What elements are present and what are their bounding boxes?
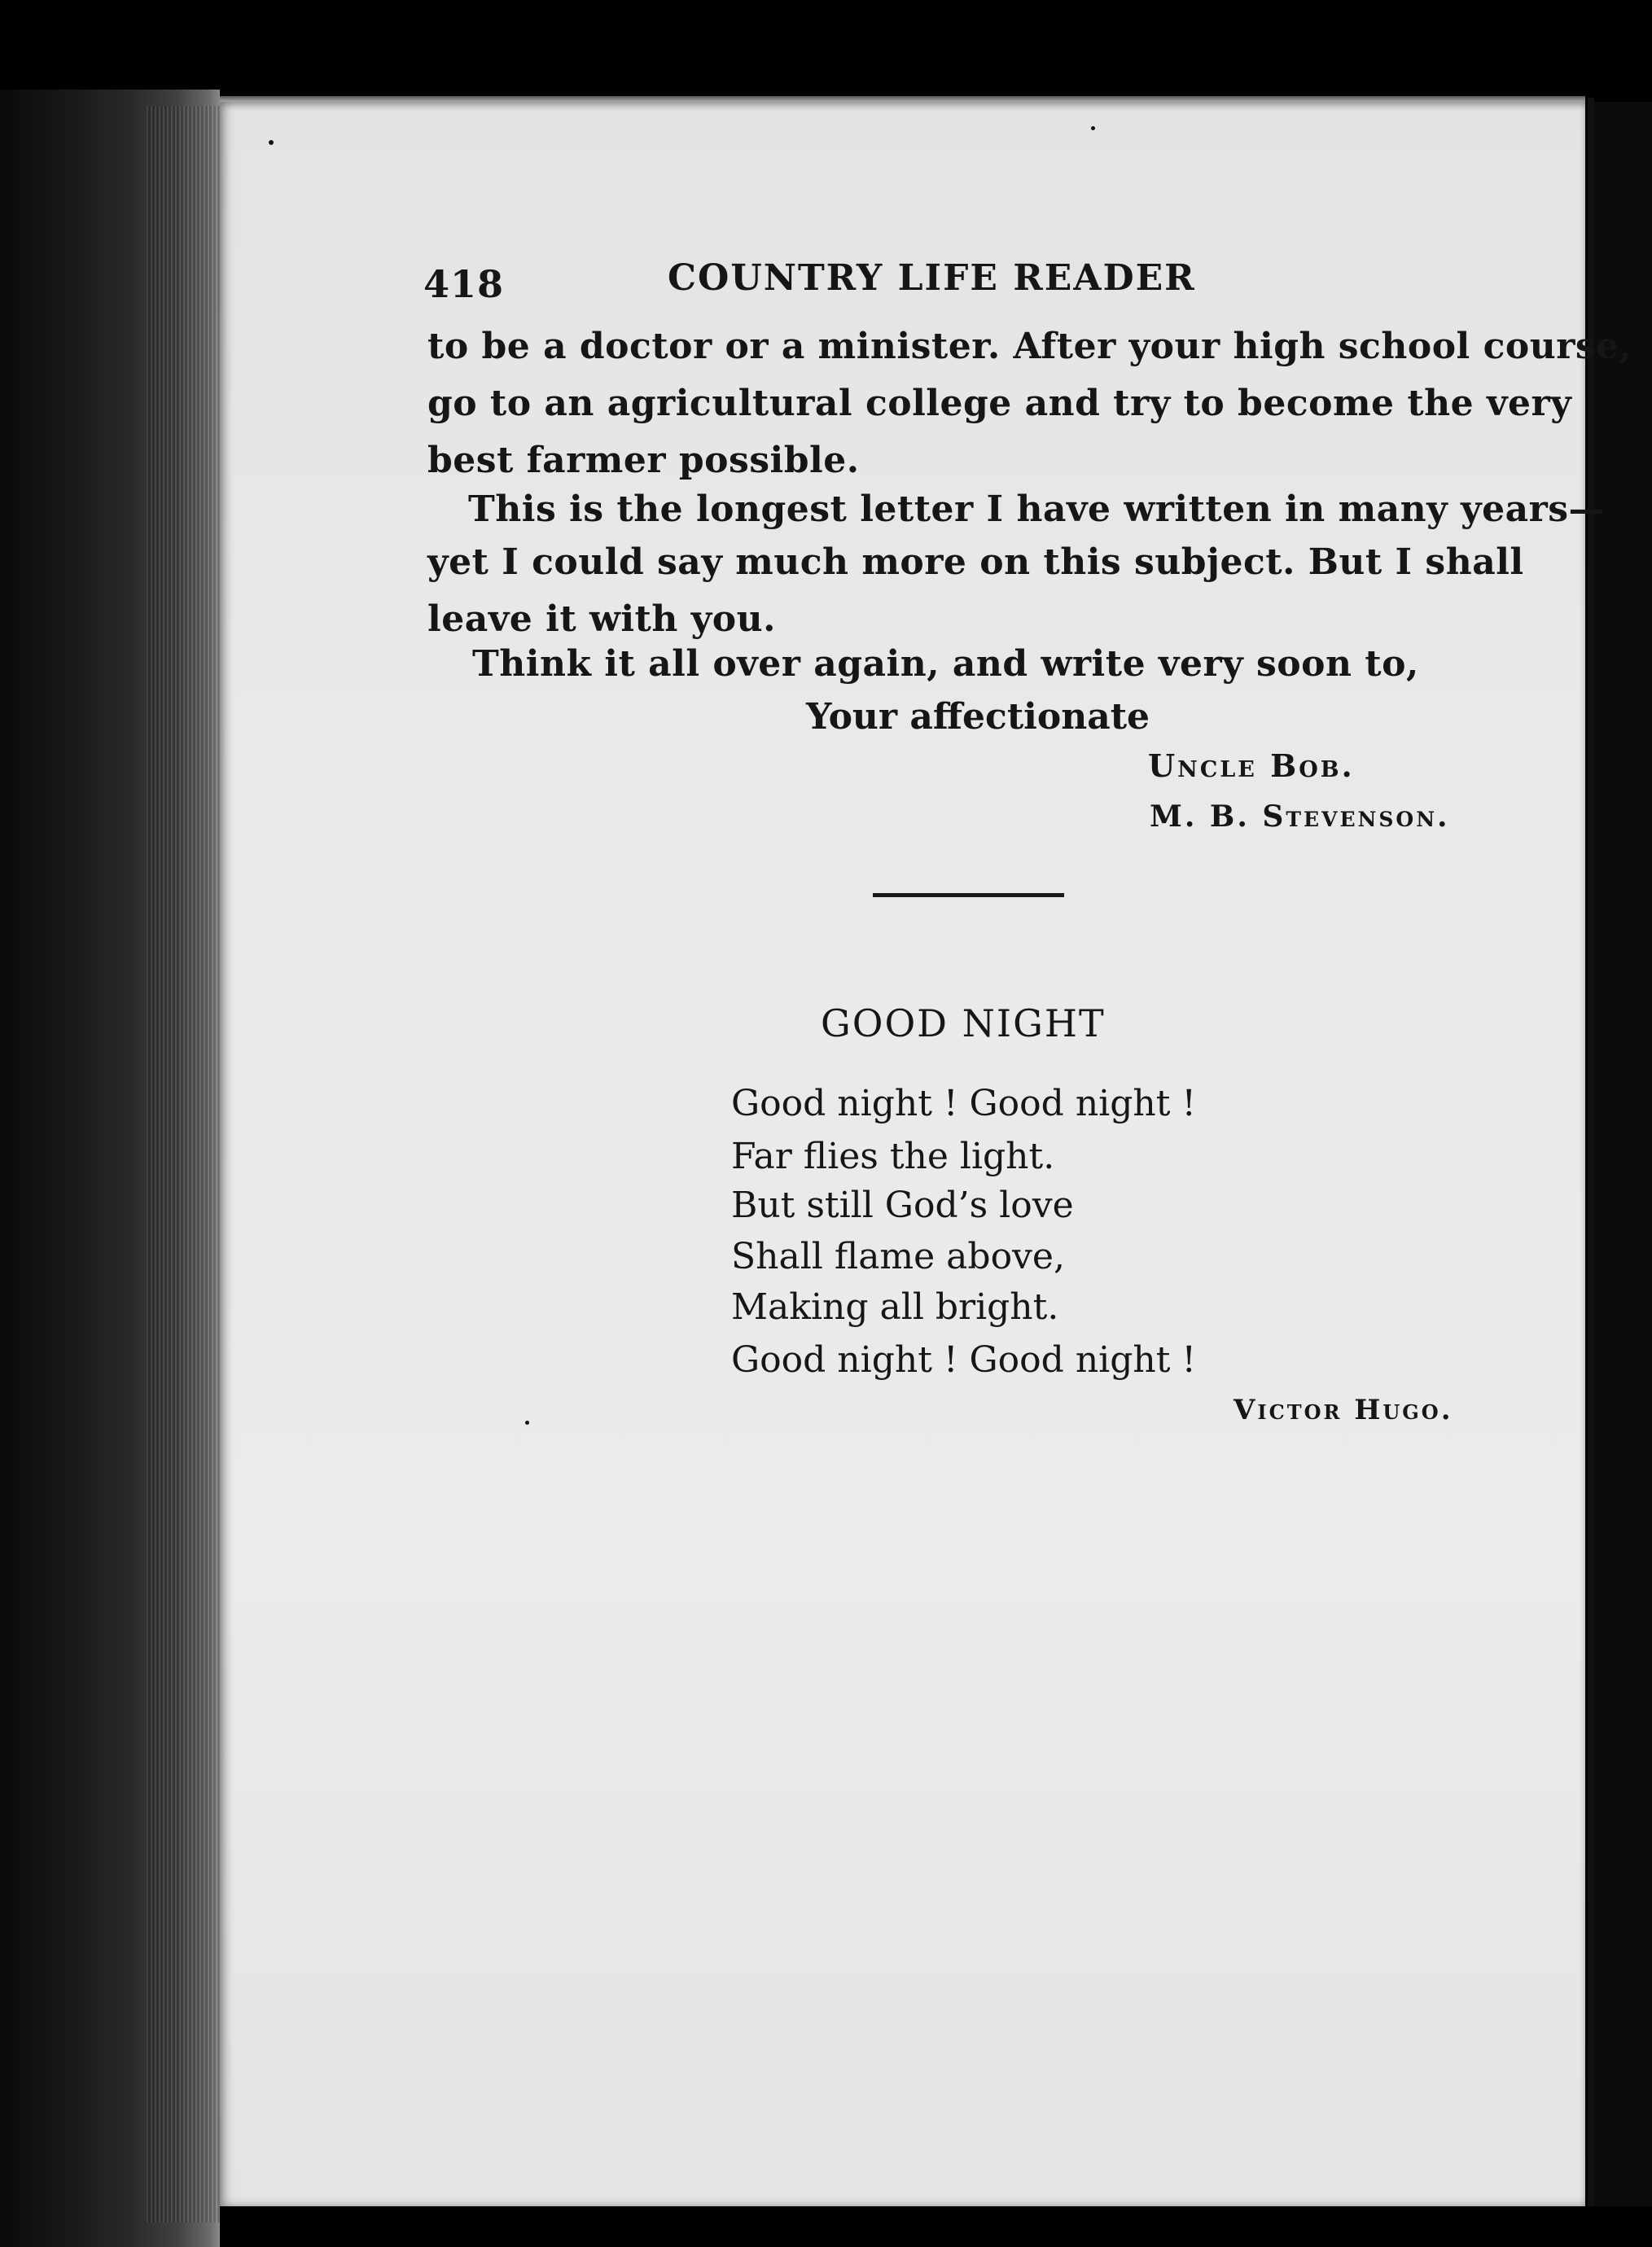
letter-line: This is the longest letter I have written in many years—: [468, 488, 1606, 530]
dust-speck: [1091, 126, 1095, 130]
page-edge-texture: [147, 106, 220, 2223]
poem-line: Good night ! Good night !: [731, 1339, 1197, 1381]
poem-line: Good night ! Good night !: [731, 1083, 1197, 1124]
poem-title: GOOD NIGHT: [821, 1001, 1106, 1045]
facing-page-edge: [1594, 102, 1652, 2206]
section-divider: [873, 893, 1064, 897]
letter-line: to be a doctor or a minister. After your high school course,: [427, 326, 1632, 367]
poem-author: Victor Hugo.: [1234, 1394, 1453, 1426]
dust-speck: [525, 1421, 529, 1425]
letter-line: leave it with you.: [427, 598, 776, 640]
letter-signature: Uncle Bob.: [1148, 747, 1355, 784]
poem-line: Far flies the light.: [731, 1136, 1055, 1177]
gutter-line: [1588, 98, 1594, 2206]
letter-line: go to an agricultural college and try to become the very: [427, 383, 1572, 424]
page-number: 418: [423, 262, 505, 306]
letter-line: yet I could say much more on this subject. But I shall: [427, 541, 1524, 583]
letter-line: Think it all over again, and write very soon to,: [472, 643, 1419, 685]
dust-speck: [269, 140, 274, 145]
poem-line: Shall flame above,: [731, 1236, 1065, 1277]
letter-line: best farmer possible.: [427, 440, 860, 481]
letter-author: M. B. Stevenson.: [1150, 799, 1450, 834]
poem-line: Making all bright.: [731, 1286, 1059, 1328]
poem-line: But still God’s love: [731, 1185, 1074, 1226]
letter-closing: Your affectionate: [806, 696, 1150, 738]
running-title: COUNTRY LIFE READER: [668, 257, 1196, 299]
